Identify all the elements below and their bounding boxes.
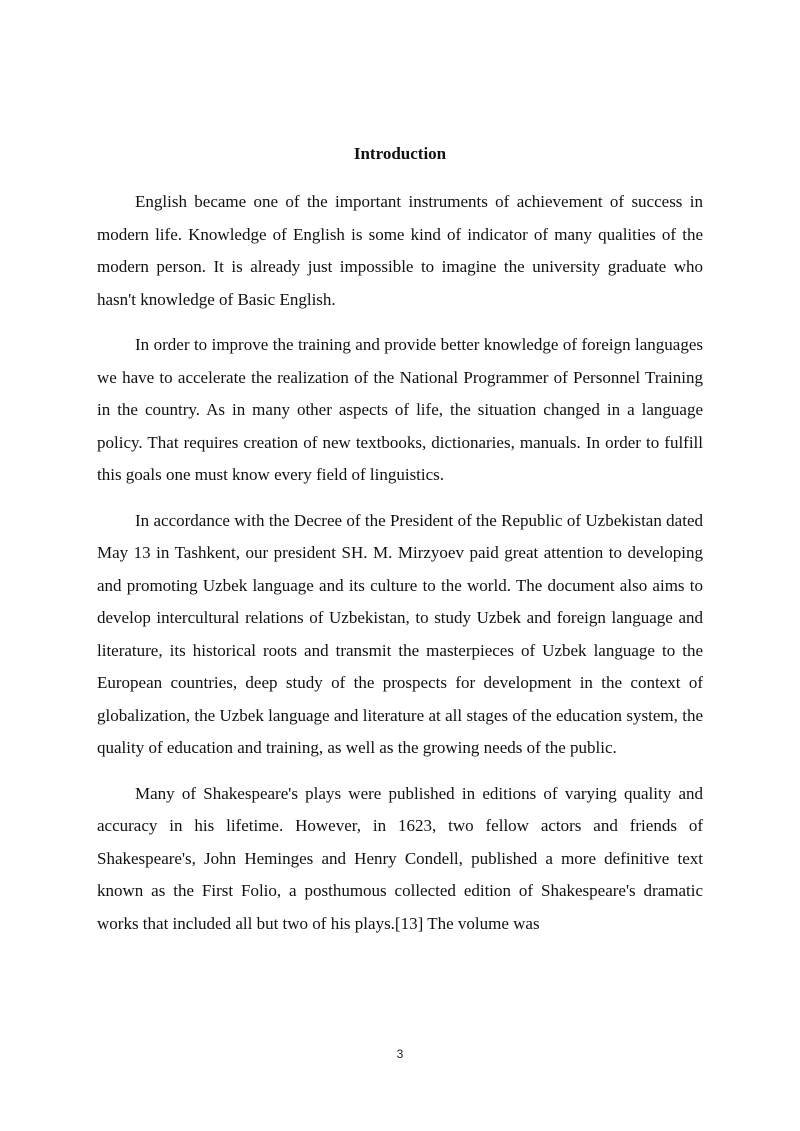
body-paragraph: In order to improve the training and provide better knowledge of foreign languages we have to accelerate the realization of the National Programmer of Personnel Training in the country. As in many other aspects of life, the situation changed in a language policy. That requires creation of new textbooks, dictionaries, manuals. In order to fulfill this goals one must know every field of linguistics. (97, 335, 703, 484)
section-title: Introduction (353, 144, 447, 163)
document-page (97, 140, 703, 953)
body-paragraph: English became one of the important instruments of achievement of success in modern life. Knowledge of English is some kind of indicator of many qualities of the modern person. It is already just impossible to imagine the university graduate who hasn't knowledge of Basic English. (97, 192, 703, 309)
page-number: 3 (396, 1047, 404, 1061)
body-paragraph: In accordance with the Decree of the President of the Republic of Uzbekistan dated May 13 in Tashkent, our president SH. M. Mirzyoev paid great attention to developing and promoting Uzbek language and its culture to the world. The document also aims to develop intercultural relations of Uzbekistan, to study Uzbek and foreign language and literature, its historical roots and transmit the masterpieces of Uzbek language to the European countries, deep study of the prospects for development in the context of globalization, the Uzbek language and literature at all stages of the education system, the quality of education and training, as well as the growing needs of the public. (97, 510, 703, 757)
body-paragraph: Many of Shakespeare's plays were published in editions of varying quality and accuracy in his lifetime. However, in 1623, two fellow actors and friends of Shakespeare's, John Heminges and Henry Condell, published a more definitive text known as the First Folio, a posthumous collected edition of Shakespeare's dramatic works that included all but two of his plays.[13] The volume was (97, 783, 703, 933)
